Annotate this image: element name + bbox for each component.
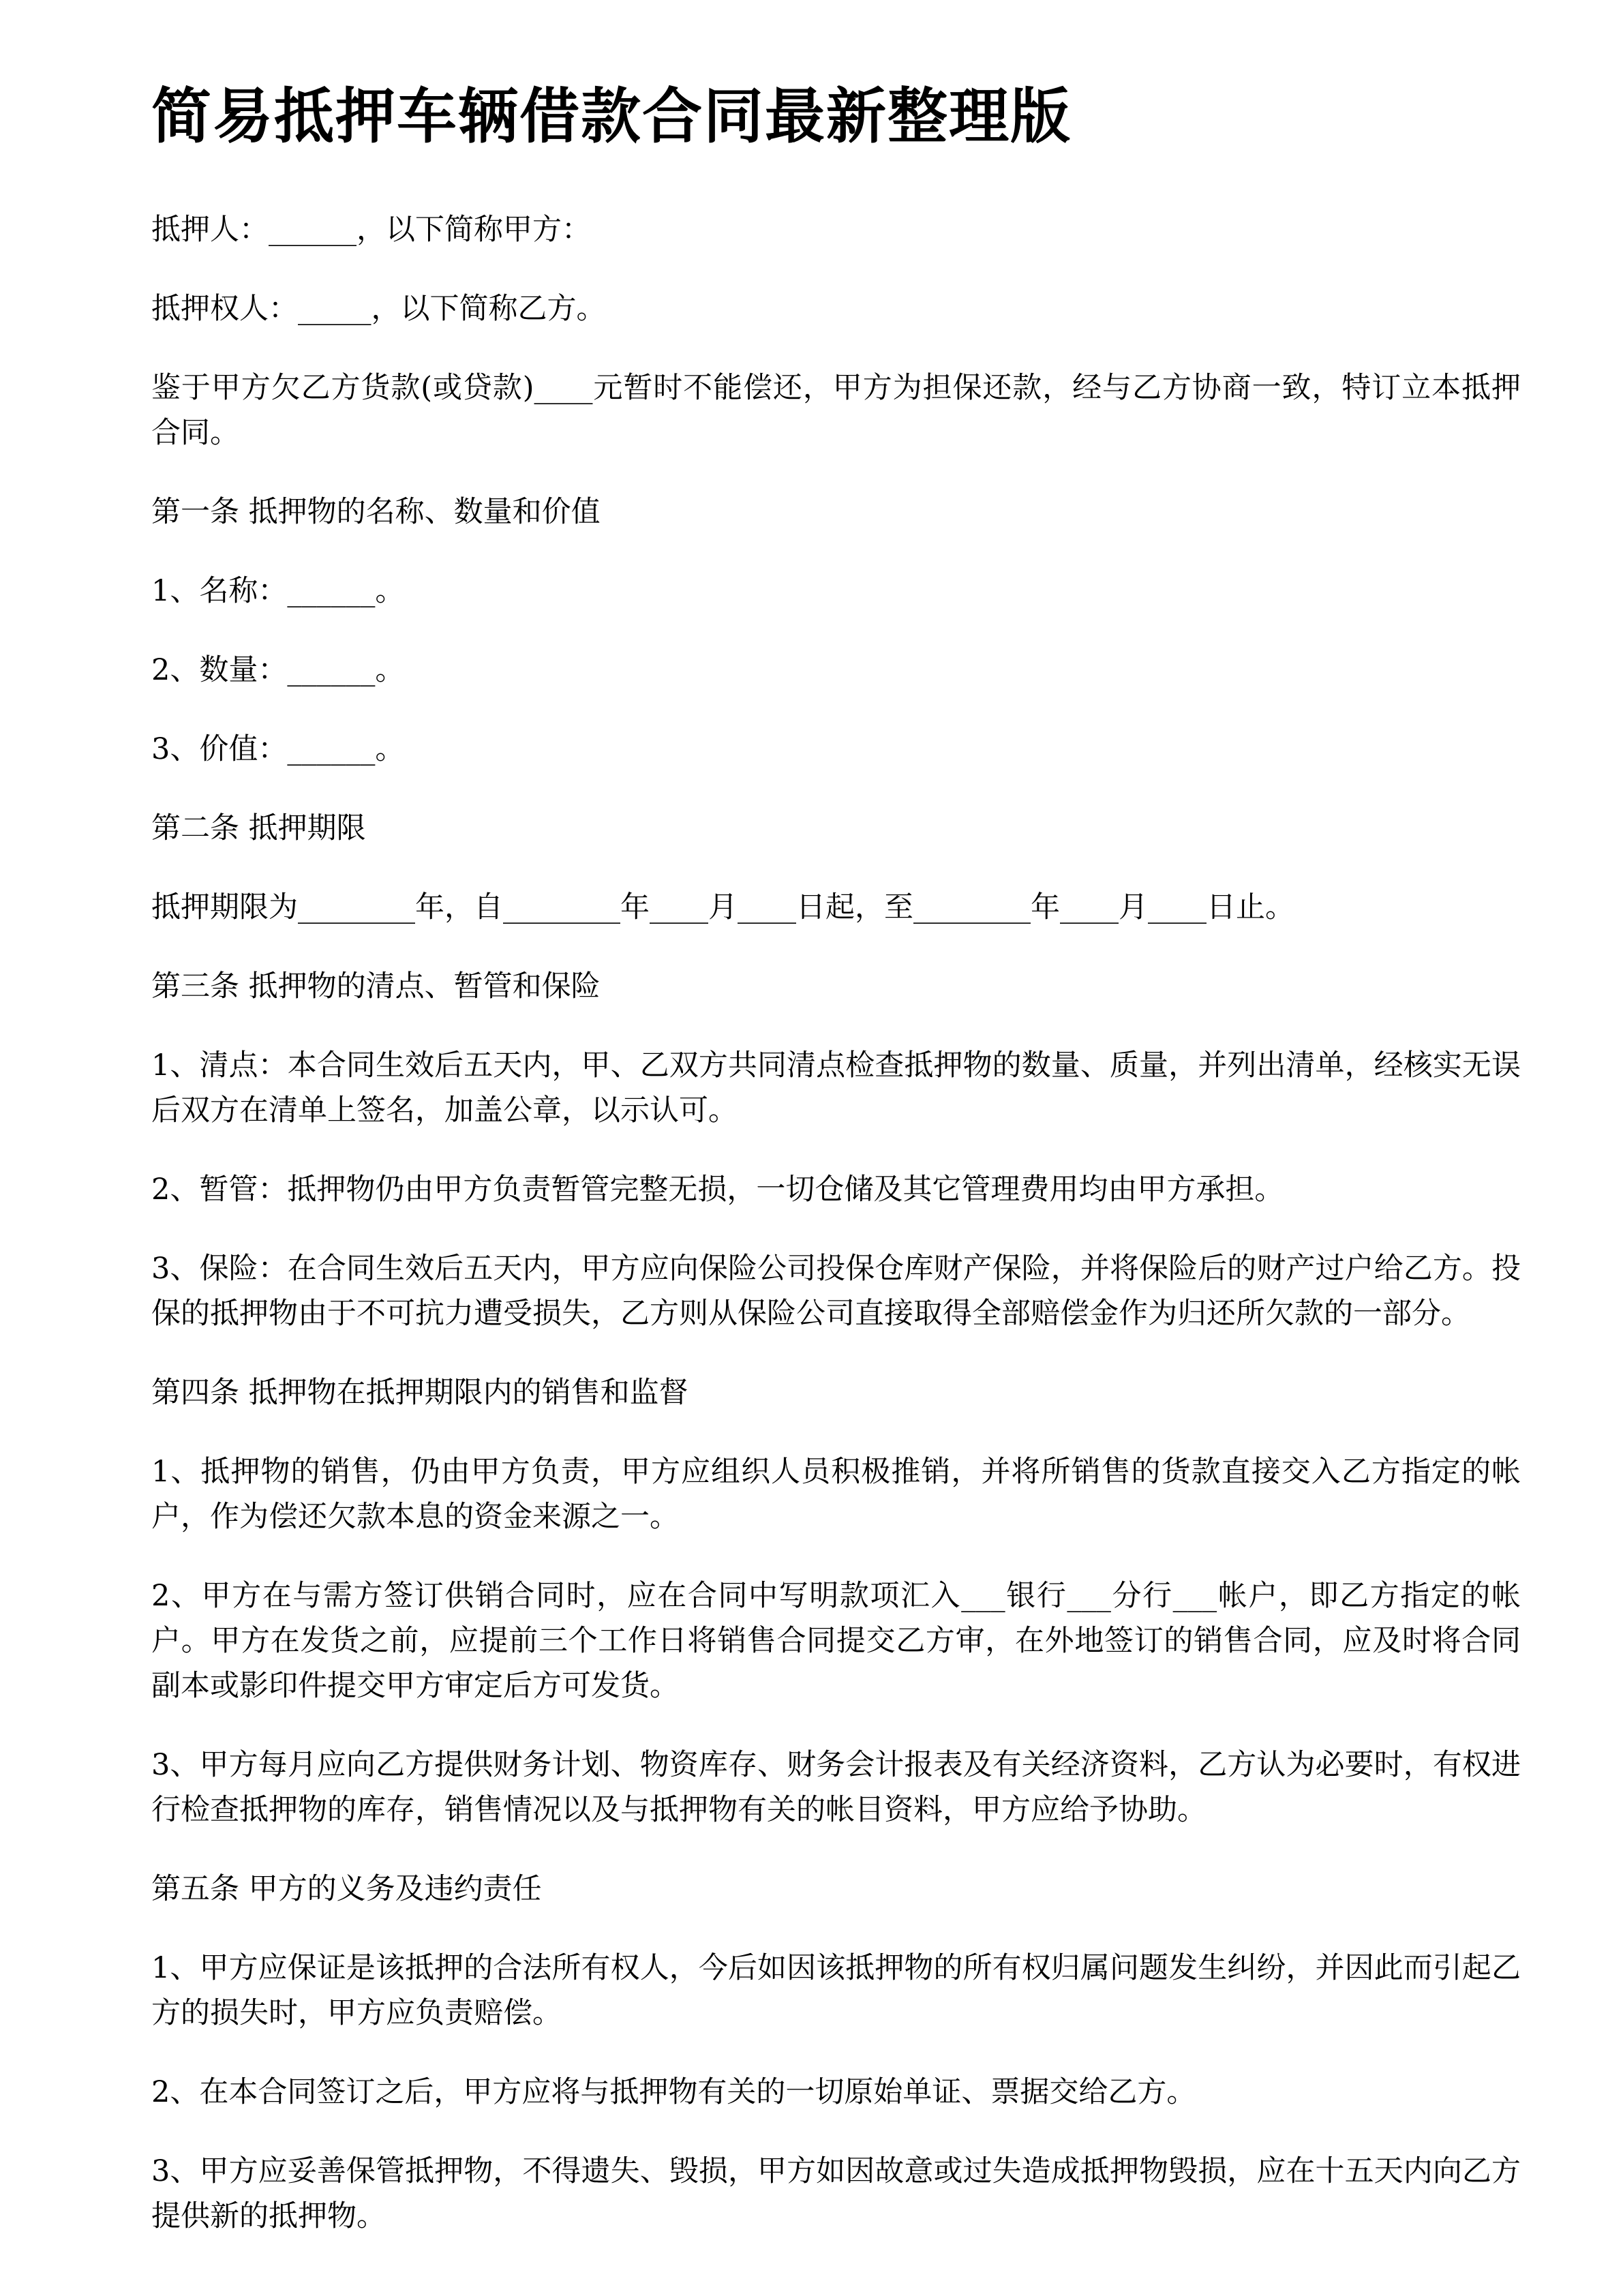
section-heading-2: 第二条 抵押期限 [151, 811, 366, 845]
paragraph-mortgagor-line: 抵押人：______，以下简称甲方： [151, 212, 591, 247]
paragraph-item-value: 3、价值：______。 [151, 731, 405, 766]
paragraph-preamble: 鉴于甲方欠乙方货款(或贷款)____元暂时不能偿还，甲方为担保还款，经与乙方协商一致，特订立本抵押合同。 [151, 370, 1521, 450]
section-heading-3: 第三条 抵押物的清点、暂管和保险 [151, 969, 601, 1003]
section-heading-4: 第四条 抵押物在抵押期限内的销售和监督 [151, 1375, 688, 1410]
paragraph-inventory: 1、清点：本合同生效后五天内，甲、乙双方共同清点检查抵押物的数量、质量，并列出清单，经核实无误后双方在清单上签名，加盖公章，以示认可。 [151, 1048, 1521, 1128]
paragraph-sales-1: 1、抵押物的销售，仍由甲方负责，甲方应组织人员积极推销，并将所销售的货款直接交入乙方指定的帐户，作为偿还欠款本息的资金来源之一。 [151, 1454, 1521, 1534]
paragraph-item-quantity: 2、数量：______。 [151, 652, 405, 687]
paragraph-insurance: 3、保险：在合同生效后五天内，甲方应向保险公司投保仓库财产保险，并将保险后的财产过户给乙方。投保的抵押物由于不可抗力遭受损失，乙方则从保险公司直接取得全部赔偿金作为归还所欠款的一部分。 [151, 1251, 1521, 1331]
paragraph-term: 抵押期限为________年，自________年____月____日起，至________年____月____日止。 [151, 890, 1294, 924]
section-heading-1: 第一条 抵押物的名称、数量和价值 [151, 494, 601, 529]
contract-title: 简易抵押车辆借款合同最新整理版 [151, 80, 1072, 151]
paragraph-item-name: 1、名称：______。 [151, 573, 405, 608]
paragraph-sales-3: 3、甲方每月应向乙方提供财务计划、物资库存、财务会计报表及有关经济资料，乙方认为必要时，有权进行检查抵押物的库存，销售情况以及与抵押物有关的帐目资料，甲方应给予协助。 [151, 1747, 1521, 1827]
paragraph-obligation-2: 2、在本合同签订之后，甲方应将与抵押物有关的一切原始单证、票据交给乙方。 [151, 2074, 1196, 2109]
paragraph-custody: 2、暂管：抵押物仍由甲方负责暂管完整无损，一切仓储及其它管理费用均由甲方承担。 [151, 1172, 1284, 1207]
paragraph-sales-2: 2、甲方在与需方签订供销合同时，应在合同中写明款项汇入___银行___分行___帐户，即乙方指定的帐户。甲方在发货之前，应提前三个工作日将销售合同提交乙方审，在外地签订的销售合同，应及时将合同副本或影印件提交甲方审定后方可发货。 [151, 1578, 1521, 1703]
paragraph-mortgagee-line: 抵押权人：_____，以下简称乙方。 [151, 291, 606, 326]
paragraph-obligation-3: 3、甲方应妥善保管抵押物，不得遗失、毁损，甲方如因故意或过失造成抵押物毁损，应在十五天内向乙方提供新的抵押物。 [151, 2154, 1521, 2233]
section-heading-5: 第五条 甲方的义务及违约责任 [151, 1871, 542, 1906]
paragraph-obligation-1: 1、甲方应保证是该抵押的合法所有权人，今后如因该抵押物的所有权归属问题发生纠纷，并因此而引起乙方的损失时，甲方应负责赔偿。 [151, 1950, 1521, 2030]
